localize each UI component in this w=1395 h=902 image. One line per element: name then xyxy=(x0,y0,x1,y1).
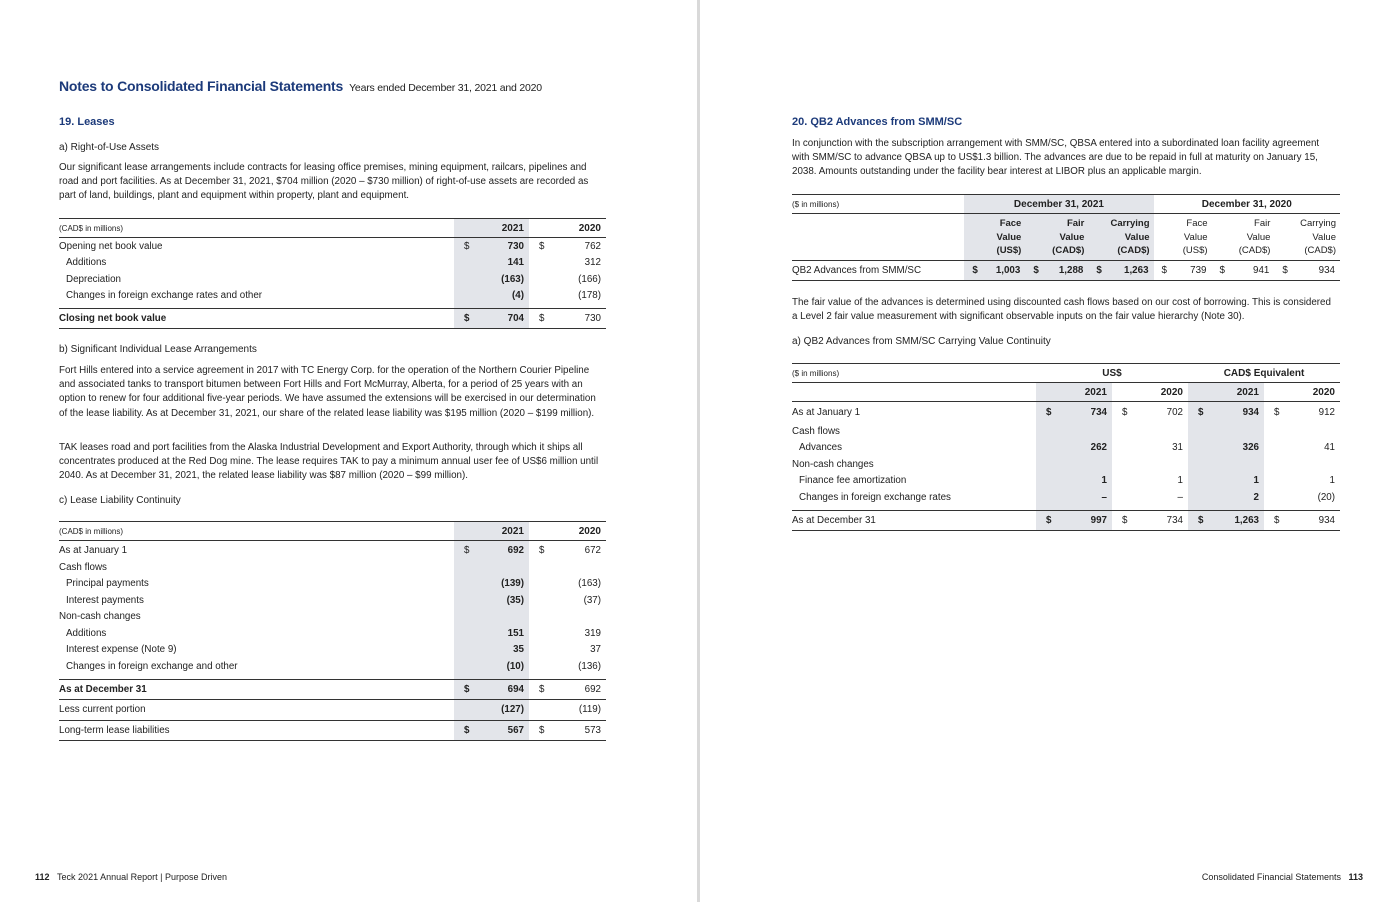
table-row: As at January 1 $ 692 $ 672 xyxy=(59,541,606,560)
table-unit: ($ in millions) xyxy=(792,364,1036,383)
footer-right xyxy=(1202,872,1363,882)
table-row: Opening net book value $ 730 $ 762 xyxy=(59,238,606,255)
table-row: Interest payments (35) (37) xyxy=(59,592,606,609)
column-header-face-2020: Face Value (US$) xyxy=(1171,214,1212,261)
column-header-fair-2020: Fair Value (CAD$) xyxy=(1229,214,1274,261)
section-19b-paragraph-1: Fort Hills entered into a service agreement in 2017 with TC Energy Corp. for the operation of the Northern Courier Pipeline and associated tanks to transport bitumen between Fort Hills and Fort McMurray, Alberta, for a period of 25 years with an option to renew for four additional five-year periods. We have assumed the extensions will be exercised in our determination of the lease liability. As at December 31, 2021, our share of the related lease liability was $195 million (2020 – $199 million). xyxy=(59,365,596,419)
table-total-row: Long-term lease liabilities $ 567 $ 573 xyxy=(59,720,606,740)
table-group-header-row xyxy=(792,364,1340,383)
table-row: Less current portion (127) (119) xyxy=(59,699,606,720)
table-row: Cash flows xyxy=(792,423,1340,440)
column-header-face-2021: Face Value (US$) xyxy=(982,214,1026,261)
rou-assets-table xyxy=(59,218,606,329)
section-20-heading: 20. QB2 Advances from SMM/SC xyxy=(792,116,963,128)
footer-text: Consolidated Financial Statements xyxy=(1201,872,1341,882)
table-row: QB2 Advances from SMM/SC $ 1,003 $ 1,288 $ 1,263 $ 739 $ 941 $ 934 xyxy=(792,261,1340,281)
table-total-row: As at December 31 $ 997 $ 734 $ 1,263 $ 934 xyxy=(792,510,1340,530)
page-number: 113 xyxy=(1348,872,1363,882)
group-header-cad: CAD$ Equivalent xyxy=(1188,364,1340,383)
section-19b-heading: b) Significant Individual Lease Arrangements xyxy=(59,344,257,355)
footer-text: Teck 2021 Annual Report | Purpose Driven xyxy=(57,872,227,882)
section-19a-paragraph: Our significant lease arrangements include contracts for leasing office premises, mining equipment, railcars, pipelines and road and port facilities. As at December 31, 2021, $704 million (2020 – $730 million) of right-of-use assets are recorded as part of land, buildings, plant and equipment within property, plant and equipment. xyxy=(59,162,589,202)
table-row: Additions 141 312 xyxy=(59,255,606,272)
section-20-paragraph-2: The fair value of the advances is determined using discounted cash flows based on our cost of borrowing. This is considered a Level 2 fair value measurement with significant observable inputs on the fair value hierarchy (Note 30). xyxy=(792,297,1331,323)
table-row: Non-cash changes xyxy=(59,609,606,626)
column-header-2020: 2020 xyxy=(551,522,606,541)
column-header-fair-2021: Fair Value (CAD$) xyxy=(1043,214,1089,261)
table-row: Additions 151 319 xyxy=(59,625,606,642)
page-title xyxy=(59,78,542,94)
table-row: Changes in foreign exchange rates – – 2 (20) xyxy=(792,489,1340,506)
table-unit: (CAD$ in millions) xyxy=(59,522,454,541)
group-header-2020: December 31, 2020 xyxy=(1154,195,1340,214)
table-row: Principal payments (139) (163) xyxy=(59,576,606,593)
footer-left xyxy=(35,872,227,882)
table-group-header-row xyxy=(792,195,1340,214)
section-19c-heading: c) Lease Liability Continuity xyxy=(59,495,181,506)
table-unit: ($ in millions) xyxy=(792,195,964,214)
page-subtitle: Years ended December 31, 2021 and 2020 xyxy=(349,82,542,94)
right-page xyxy=(700,0,1395,902)
lease-liability-table xyxy=(59,521,606,741)
page-number: 112 xyxy=(35,872,50,882)
table-unit: (CAD$ in millions) xyxy=(59,219,454,238)
table-total-row: Closing net book value $ 704 $ 730 xyxy=(59,309,606,329)
table-row: Non-cash changes xyxy=(792,456,1340,473)
column-header-2020: 2020 xyxy=(551,219,606,238)
column-header-2021: 2021 xyxy=(476,522,529,541)
table-row: Cash flows xyxy=(59,559,606,576)
table-row: As at January 1 $ 734 $ 702 $ 934 $ 912 xyxy=(792,402,1340,424)
table-header-row xyxy=(59,522,606,541)
qb2-advances-table xyxy=(792,194,1340,281)
section-20a-heading: a) QB2 Advances from SMM/SC Carrying Value Continuity xyxy=(792,336,1051,347)
group-header-usd: US$ xyxy=(1036,364,1188,383)
section-20-paragraph-1: In conjunction with the subscription arrangement with SMM/SC, QBSA entered into a subordinated loan facility agreement with SMM/SC to advance QBSA up to US$1.3 billion. The advances are due to be repaid in full at maturity on January 15, 2038. Amounts outstanding under the facility bear interest at LIBOR plus an applicable margin. xyxy=(792,138,1320,178)
table-row: Depreciation (163) (166) xyxy=(59,271,606,288)
column-header-2021: 2021 xyxy=(476,219,529,238)
section-19a-heading: a) Right-of-Use Assets xyxy=(59,142,160,153)
left-page xyxy=(0,0,697,902)
column-header-carrying-2021: Carrying Value (CAD$) xyxy=(1106,214,1154,261)
carrying-value-table xyxy=(792,363,1340,531)
table-row: Advances 262 31 326 41 xyxy=(792,440,1340,457)
table-row: Interest expense (Note 9) 35 37 xyxy=(59,642,606,659)
section-19-heading: 19. Leases xyxy=(59,116,115,128)
table-row: Changes in foreign exchange rates and other (4) (178) xyxy=(59,288,606,305)
section-19b-paragraph-2: TAK leases road and port facilities from the Alaska Industrial Development and Export Authority, through which it ships all concentrates produced at the Red Dog mine. The lease requires TAK to pay a minimum annual user fee of US$6 million until 2040. As at December 31, 2021, the related lease liability was $87 million (2020 – $99 million). xyxy=(59,442,599,482)
table-subtotal-row: As at December 31 $ 694 $ 692 xyxy=(59,679,606,699)
column-header-carrying-2020: Carrying Value (CAD$) xyxy=(1292,214,1340,261)
table-header-row xyxy=(792,214,1340,261)
table-header-row: 2021 2020 2021 2020 xyxy=(792,383,1340,402)
table-row: Changes in foreign exchange and other (10) (136) xyxy=(59,658,606,675)
table-row: Finance fee amortization 1 1 1 1 xyxy=(792,473,1340,490)
group-header-2021: December 31, 2021 xyxy=(964,195,1153,214)
page-title-text: Notes to Consolidated Financial Statements xyxy=(59,78,344,94)
table-header-row xyxy=(59,219,606,238)
